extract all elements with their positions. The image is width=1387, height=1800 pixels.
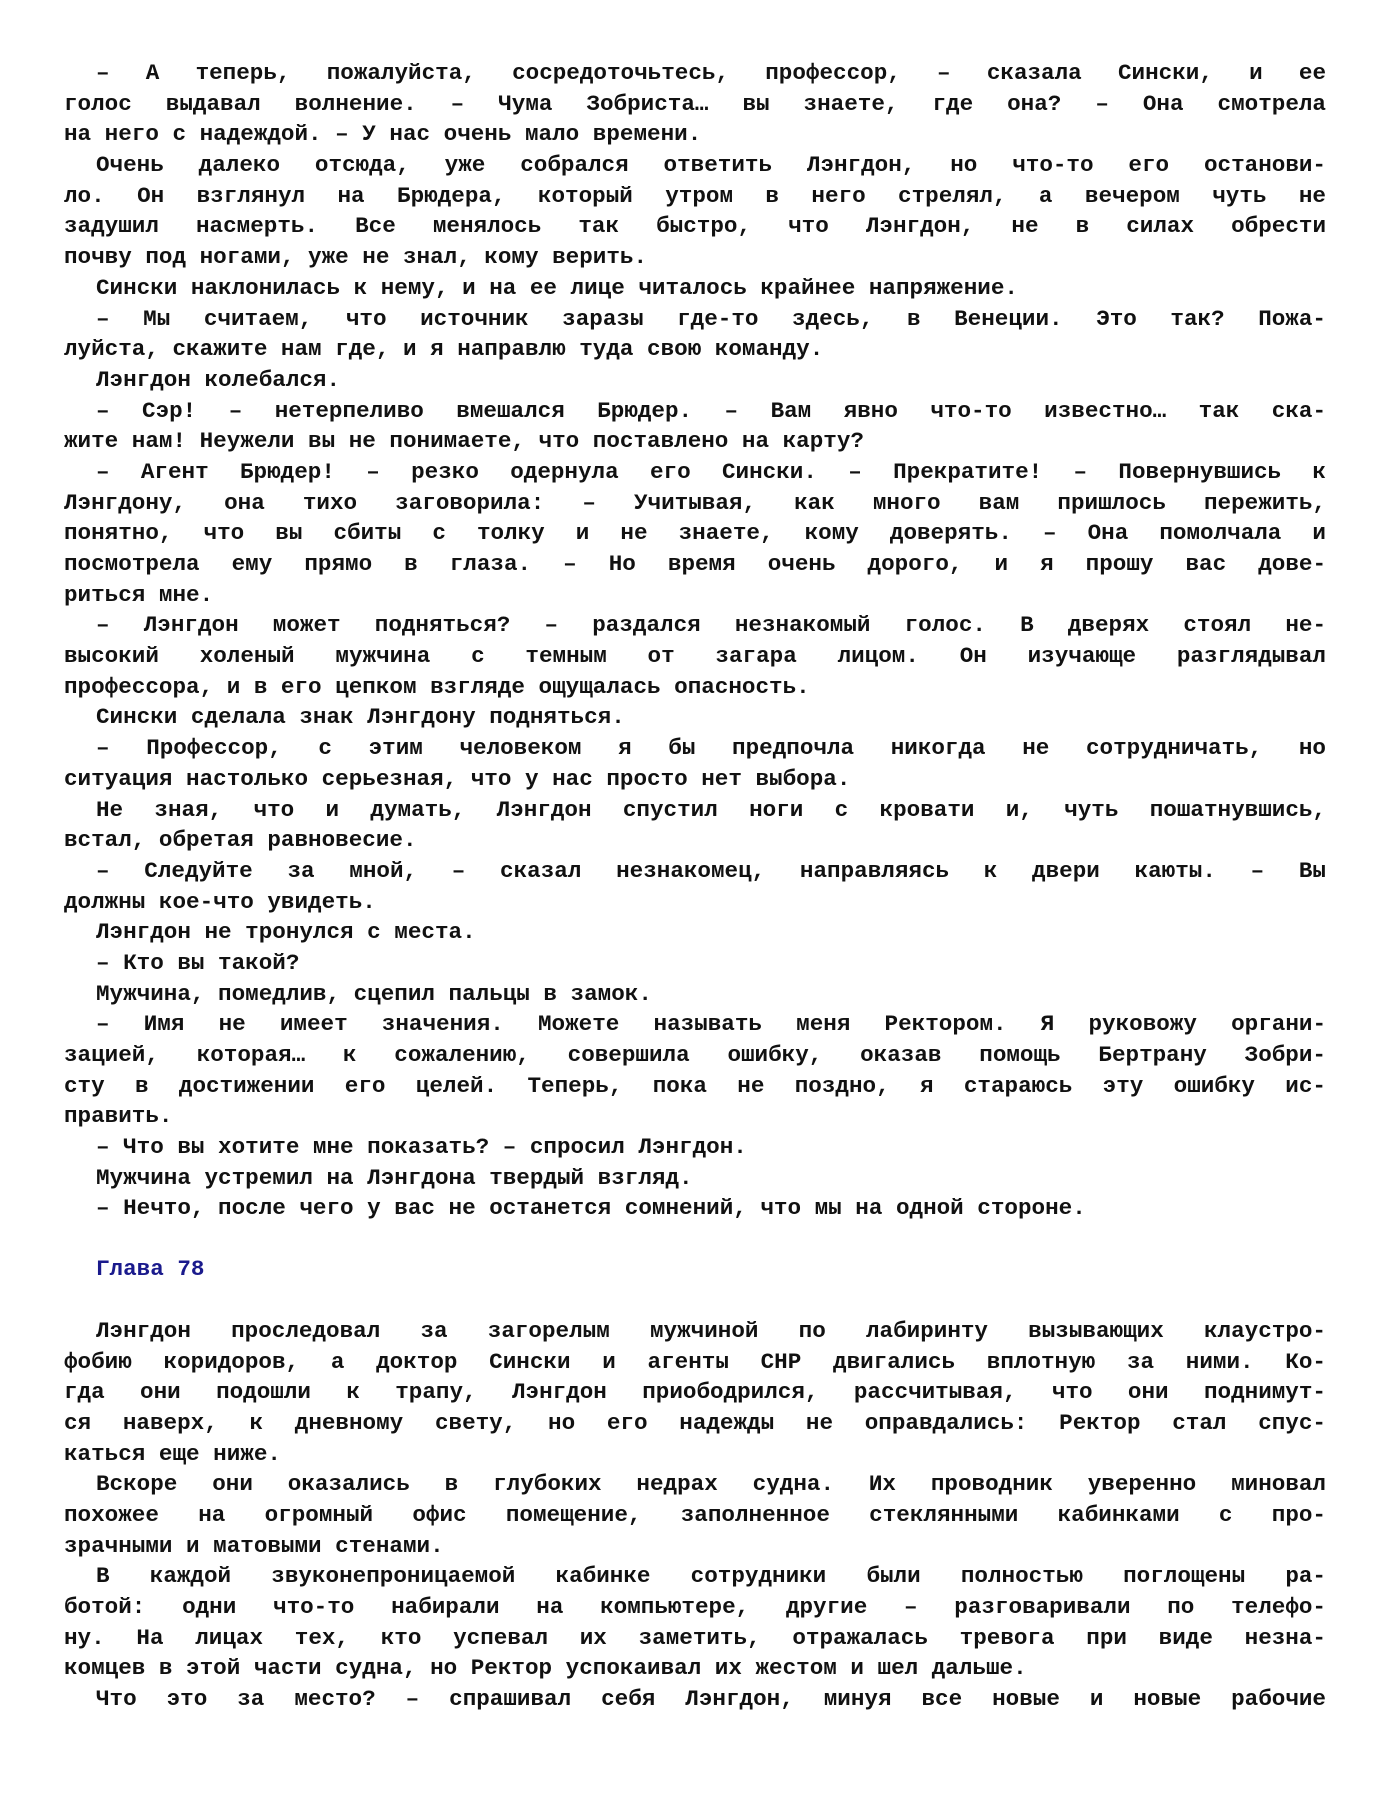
text-line: Лэнгдон не тронулся с места. (96, 919, 476, 946)
text-line: ло. Он взглянул на Брюдера, который утром в него стрелял, а вечером чуть не (64, 182, 1326, 209)
text-line: зацией, которая… к сожалению, совершила ошибку, оказав помощь Бертрану Зобри- (64, 1042, 1326, 1068)
text-line: риться мне. (64, 581, 214, 608)
text-block-part1 (64, 58, 1326, 1224)
text-line: профессора, и в его цепком взгляде ощущалась опасность. (64, 673, 810, 700)
text-line: – Нечто, после чего у вас не останется сомнений, что мы на одной стороне. (96, 1195, 1086, 1222)
text-line: зрачными и матовыми стенами. (64, 1532, 444, 1559)
text-line: похожее на огромный офис помещение, заполненное стеклянными кабинками с про- (64, 1501, 1326, 1528)
text-line: должны кое-что увидеть. (64, 888, 376, 915)
text-line: ну. На лицах тех, кто успевал их заметить, отражалась тревога при виде незна- (64, 1624, 1326, 1651)
text-line: В каждой звуконепроницаемой кабинке сотрудники были полностью поглощены ра- (96, 1563, 1326, 1590)
text-line: гда они подошли к трапу, Лэнгдон приободрился, рассчитывая, что они поднимут- (64, 1379, 1326, 1406)
text-line: комцев в этой части судна, но Ректор успокаивал их жестом и шел дальше. (64, 1655, 1027, 1682)
text-line: – Агент Брюдер! – резко одернула его Сински. – Прекратите! – Повернувшись к (96, 458, 1326, 485)
text-line: Лэнгдону, она тихо заговорила: – Учитывая, как много вам пришлось пережить, (64, 489, 1326, 516)
text-line: – Лэнгдон может подняться? – раздался незнакомый голос. В дверях стоял не- (96, 612, 1326, 639)
text-line: – Профессор, с этим человеком я бы предпочла никогда не сотрудничать, но (96, 735, 1326, 762)
text-line: Вскоре они оказались в глубоких недрах судна. Их проводник уверенно миновал (96, 1471, 1326, 1498)
text-line: каться еще ниже. (64, 1440, 281, 1467)
text-block-part2 (64, 1316, 1326, 1715)
text-line: Не зная, что и думать, Лэнгдон спустил ноги с кровати и, чуть пошатнувшись, (96, 796, 1326, 823)
text-line: Сински сделала знак Лэнгдону подняться. (96, 704, 625, 731)
text-line: – Кто вы такой? (96, 949, 300, 976)
text-line: высокий холеный мужчина с темным от загара лицом. Он изучающе разглядывал (64, 643, 1326, 670)
text-line: задушил насмерть. Все менялось так быстро, что Лэнгдон, не в силах обрести (64, 213, 1326, 240)
text-line: – А теперь, пожалуйста, сосредоточьтесь, профессор, – сказала Сински, и ее (96, 60, 1326, 86)
text-line: фобию коридоров, а доктор Сински и агенты СНР двигались вплотную за ними. Ко- (64, 1348, 1326, 1375)
text-line: голос выдавал волнение. – Чума Зобриста… вы знаете, где она? – Она смотрела (64, 90, 1326, 117)
text-line: Мужчина, помедлив, сцепил пальцы в замок. (96, 980, 652, 1007)
text-line: Что это за место? – спрашивал себя Лэнгдон, минуя все новые и новые рабочие (96, 1686, 1326, 1713)
text-line: встал, обретая равновесие. (64, 827, 417, 854)
chapter-heading: Глава 78 (96, 1256, 205, 1283)
text-line: – Что вы хотите мне показать? – спросил Лэнгдон. (96, 1134, 747, 1161)
text-line: Мужчина устремил на Лэнгдона твердый взгляд. (96, 1164, 693, 1191)
text-line: править. (64, 1103, 173, 1130)
text-line: Лэнгдон проследовал за загорелым мужчиной по лабиринту вызывающих клаустро- (96, 1317, 1326, 1344)
text-line: посмотрела ему прямо в глаза. – Но время очень дорого, и я прошу вас дове- (64, 551, 1326, 577)
text-line: – Мы считаем, что источник заразы где-то здесь, в Венеции. Это так? Пожа- (96, 305, 1326, 332)
text-line: ся наверх, к дневному свету, но его надежды не оправдались: Ректор стал спус- (64, 1409, 1326, 1436)
text-line: луйста, скажите нам где, и я направлю туда свою команду. (64, 336, 824, 363)
text-line: ботой: одни что-то набирали на компьютере, другие – разговаривали по телефо- (64, 1594, 1326, 1620)
text-line: почву под ногами, уже не знал, кому верить. (64, 244, 648, 271)
text-line: ситуация настолько серьезная, что у нас просто нет выбора. (64, 765, 851, 792)
text-line: – Имя не имеет значения. Можете называть меня Ректором. Я руковожу органи- (96, 1011, 1326, 1038)
text-line: жите нам! Неужели вы не понимаете, что поставлено на карту? (64, 428, 864, 455)
text-line: Сински наклонилась к нему, и на ее лице читалось крайнее напряжение. (96, 274, 1018, 301)
text-line: на него с надеждой. – У нас очень мало времени. (64, 121, 702, 148)
text-line: понятно, что вы сбиты с толку и не знаете, кому доверять. – Она помолчала и (64, 520, 1326, 547)
text-line: – Сэр! – нетерпеливо вмешался Брюдер. – Вам явно что-то известно… так ска- (96, 397, 1326, 424)
text-line: – Следуйте за мной, – сказал незнакомец, направляясь к двери каюты. – Вы (96, 857, 1326, 884)
document-page (64, 58, 1326, 1715)
text-line: Лэнгдон колебался. (96, 366, 341, 393)
text-line: сту в достижении его целей. Теперь, пока не поздно, я стараюсь эту ошибку ис- (64, 1072, 1326, 1099)
text-line: Очень далеко отсюда, уже собрался ответить Лэнгдон, но что-то его останови- (96, 152, 1326, 179)
